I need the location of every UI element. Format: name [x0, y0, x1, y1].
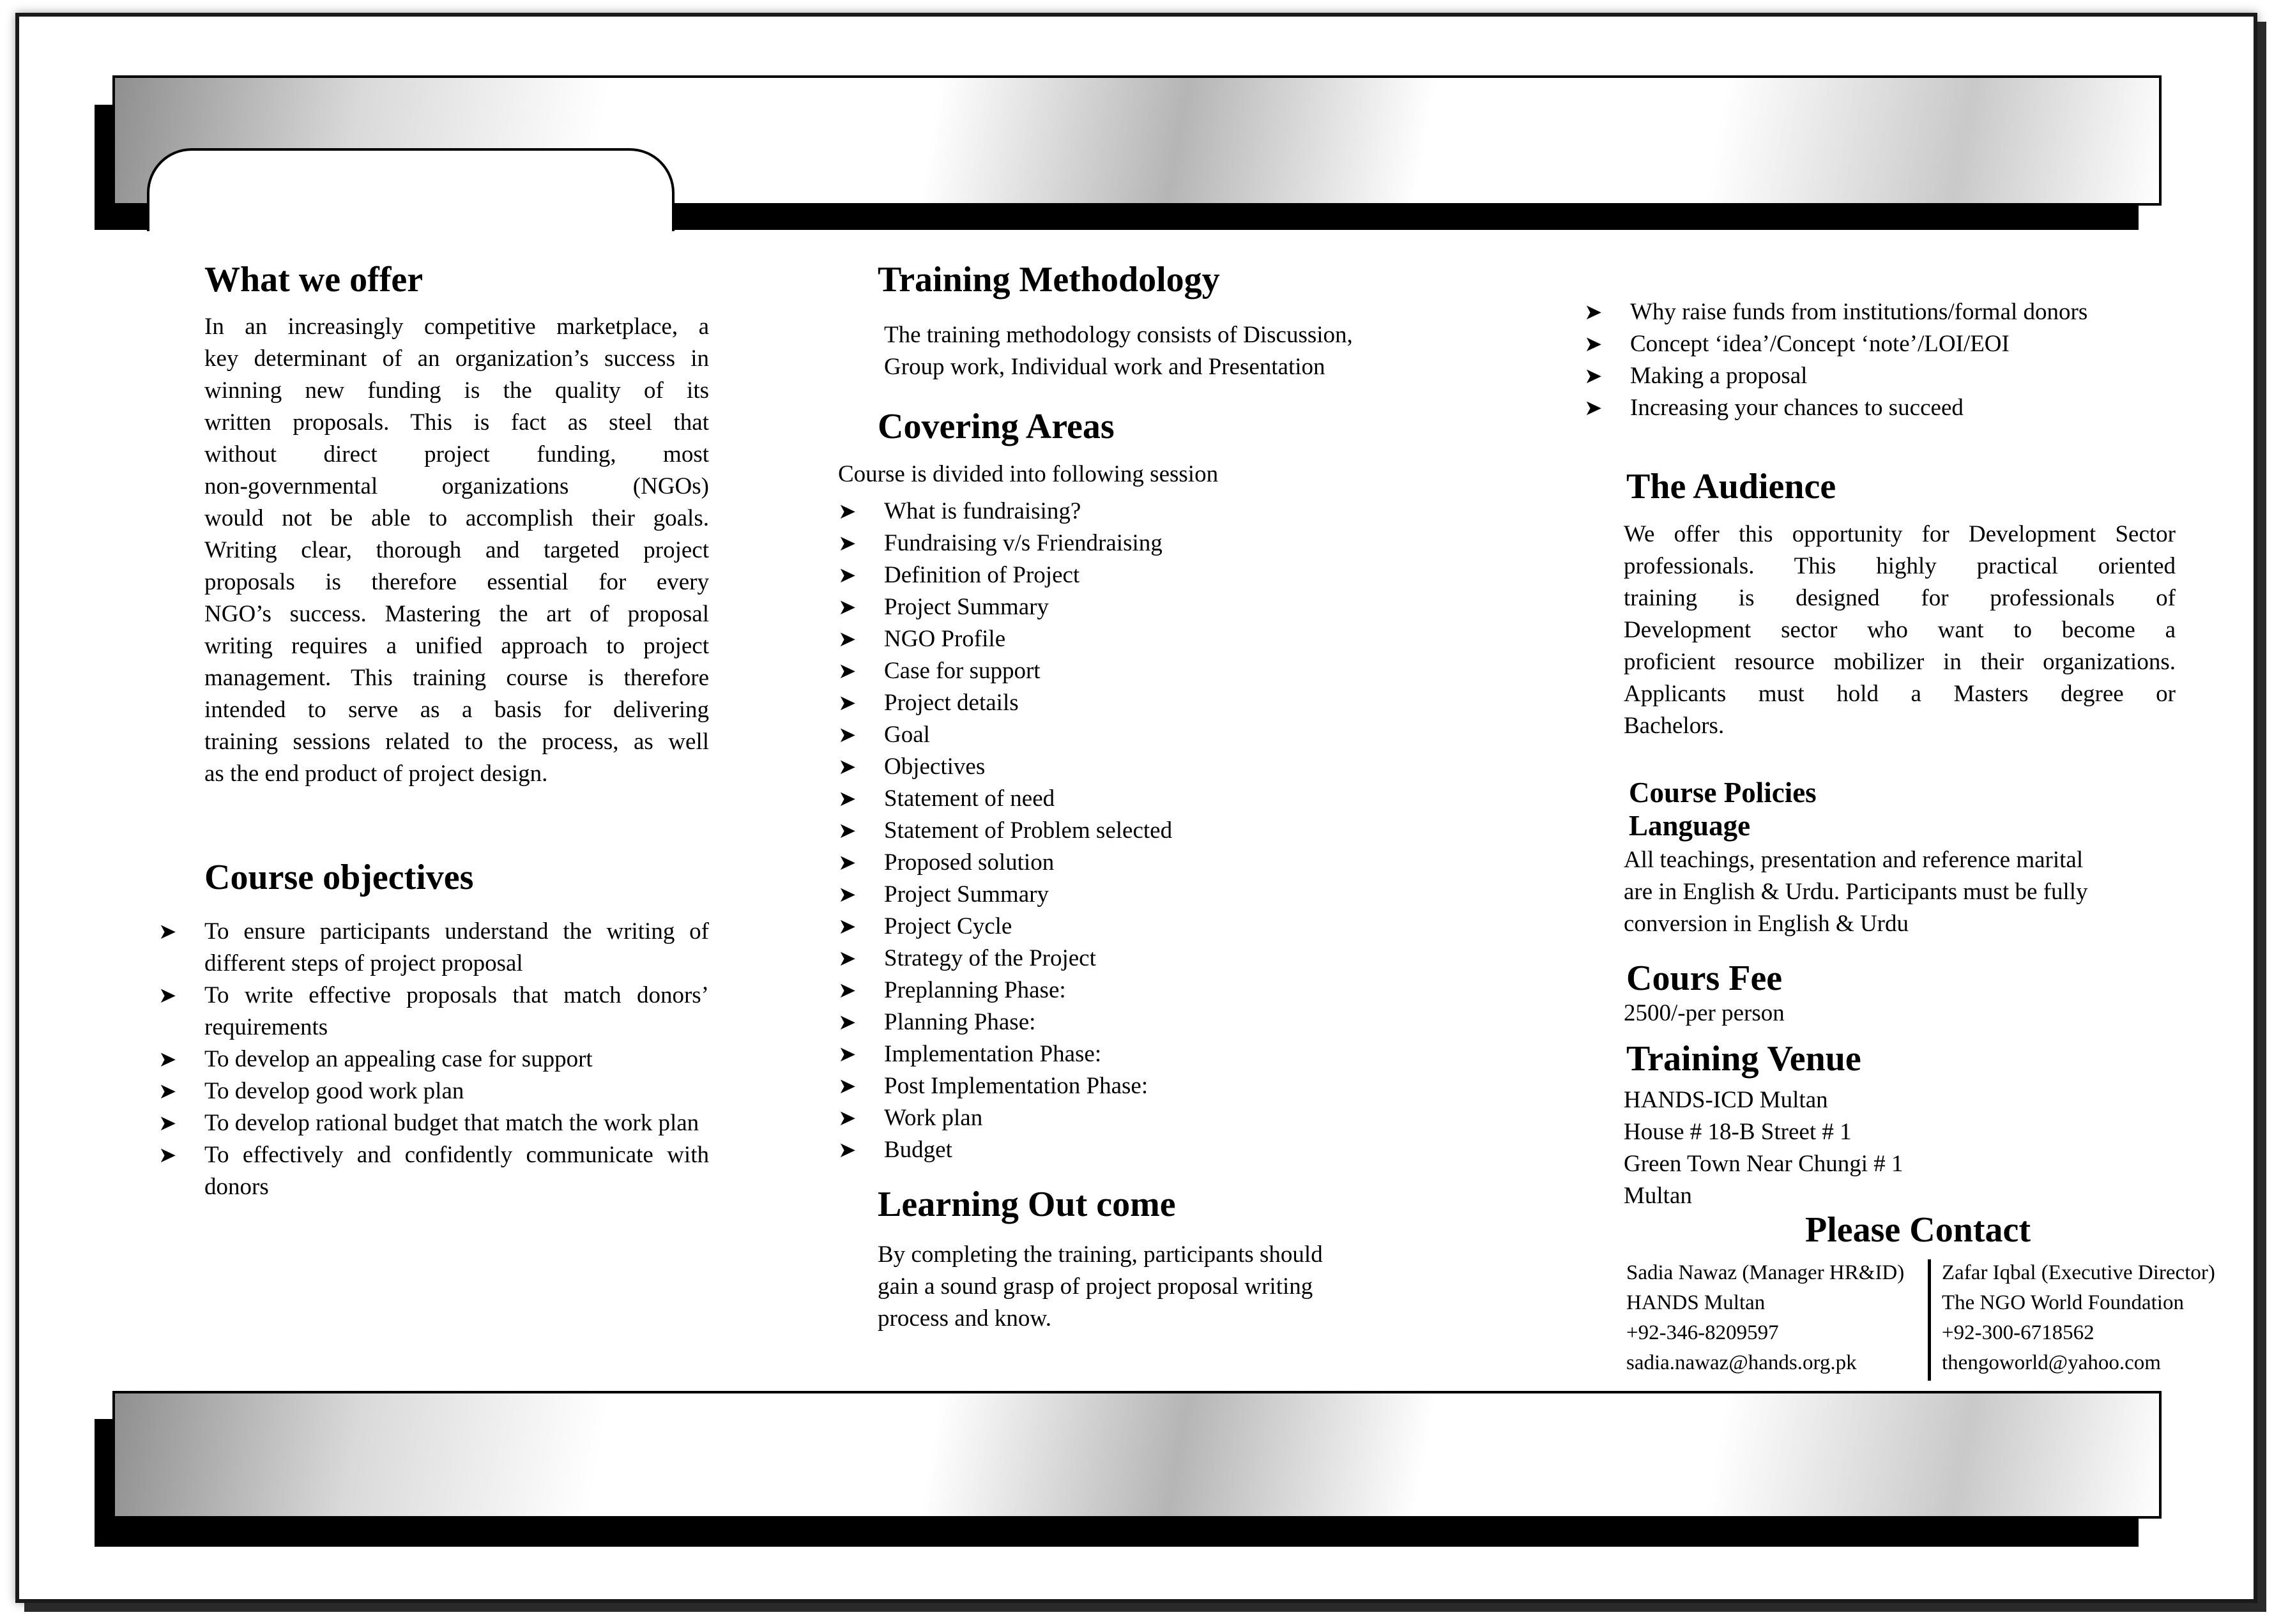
address-line: HANDS-ICD Multan — [1624, 1087, 1828, 1113]
paragraph-line: key determinant of an organization’s success in — [204, 345, 709, 372]
paragraph-line: would not be able to accomplish their goals. — [204, 505, 709, 531]
list-item — [158, 1139, 709, 1203]
paragraph-line: written proposals. This is fact as steel that — [204, 409, 709, 436]
contact-phone: +92-346-8209597 — [1626, 1321, 1779, 1344]
text-line: conversion in English & Urdu — [1624, 911, 1909, 937]
arrow-bullet-icon: ➤ — [838, 914, 857, 939]
course-fee-value: 2500/-per person — [1624, 1000, 1785, 1026]
list-item-text: Making a proposal — [1630, 363, 1808, 389]
list-item-text: Case for support — [884, 658, 1041, 684]
paragraph-line: In an increasingly competitive marketplace, a — [204, 314, 709, 340]
course-policies-heading: Course Policies — [1629, 777, 1817, 808]
paragraph-line: writing requires a unified approach to project — [204, 633, 709, 659]
please-contact-heading: Please Contact — [1805, 1210, 2031, 1250]
list-item — [838, 879, 1324, 911]
arrow-bullet-icon: ➤ — [158, 919, 177, 945]
list-item-text: Implementation Phase: — [884, 1041, 1102, 1067]
list-item — [838, 751, 1324, 783]
list-item — [158, 916, 709, 980]
paragraph-line: proficient resource mobilizer in their organizations. — [1624, 649, 2176, 675]
paragraph-line: without direct project funding, most — [204, 441, 709, 467]
arrow-bullet-icon: ➤ — [158, 983, 177, 1008]
arrow-bullet-icon: ➤ — [838, 1074, 857, 1099]
list-item-text: Work plan — [884, 1105, 983, 1131]
list-item — [838, 783, 1324, 815]
arrow-bullet-icon: ➤ — [838, 786, 857, 812]
list-item-text: To develop rational budget that match the work plan — [204, 1110, 699, 1136]
paragraph-line: training is designed for professionals of — [1624, 585, 2176, 611]
covering-areas-heading: Covering Areas — [878, 407, 1115, 446]
address-line: Green Town Near Chungi # 1 — [1624, 1151, 1903, 1177]
list-item — [838, 1134, 1324, 1166]
bottom-banner — [112, 1391, 2162, 1519]
arrow-bullet-icon: ➤ — [838, 754, 857, 780]
arrow-bullet-icon: ➤ — [838, 850, 857, 876]
arrow-bullet-icon: ➤ — [838, 658, 857, 684]
audience-heading: The Audience — [1626, 467, 1836, 506]
list-item — [838, 496, 1324, 527]
paragraph-line: non-governmental organizations (NGOs) — [204, 473, 709, 499]
arrow-bullet-icon: ➤ — [838, 690, 857, 716]
contact-organization: The NGO World Foundation — [1942, 1291, 2184, 1314]
contact-phone: +92-300-6718562 — [1942, 1321, 2094, 1344]
top-banner-tab — [147, 148, 675, 231]
paragraph-line: Applicants must hold a Masters degree or — [1624, 681, 2176, 707]
list-item — [838, 847, 1324, 879]
list-item-text: Planning Phase: — [884, 1009, 1036, 1035]
arrow-bullet-icon: ➤ — [1584, 331, 1603, 357]
list-item — [158, 1107, 709, 1139]
arrow-bullet-icon: ➤ — [838, 818, 857, 844]
training-methodology-heading: Training Methodology — [878, 260, 1220, 300]
list-item — [838, 687, 1324, 719]
paragraph-line: Writing clear, thorough and targeted project — [204, 537, 709, 563]
course-objectives-list — [158, 916, 709, 1203]
list-item-text: Budget — [884, 1137, 952, 1163]
list-item-text: To develop an appealing case for support — [204, 1046, 593, 1072]
list-item-text: Fundraising v/s Friendraising — [884, 530, 1163, 556]
list-item — [1584, 360, 2159, 392]
text-line: The training methodology consists of Discussion, — [884, 322, 1353, 348]
list-item-text: Strategy of the Project — [884, 945, 1096, 971]
paragraph-line: winning new funding is the quality of its — [204, 377, 709, 404]
list-item — [838, 975, 1324, 1006]
list-item-text: Project Summary — [884, 881, 1049, 907]
paragraph-line: Development sector who want to become a — [1624, 617, 2176, 643]
list-item-text: Project Cycle — [884, 913, 1012, 939]
arrow-bullet-icon: ➤ — [158, 1079, 177, 1104]
list-item-text: Why raise funds from institutions/formal donors — [1630, 299, 2088, 325]
contact-card-left — [1626, 1258, 1904, 1378]
contact-name: Zafar Iqbal (Executive Director) — [1942, 1261, 2215, 1284]
list-item — [1584, 296, 2159, 328]
list-item-text: Preplanning Phase: — [884, 977, 1066, 1003]
text-line: process and know. — [878, 1305, 1051, 1332]
arrow-bullet-icon: ➤ — [158, 1142, 177, 1168]
list-item-text: Concept ‘idea’/Concept ‘note’/LOI/EOI — [1630, 331, 2010, 357]
arrow-bullet-icon: ➤ — [158, 1111, 177, 1136]
course-fee-heading: Cours Fee — [1626, 959, 1783, 998]
list-item — [838, 1102, 1324, 1134]
arrow-bullet-icon: ➤ — [838, 722, 857, 748]
list-item — [158, 1075, 709, 1107]
list-item — [838, 1006, 1324, 1038]
list-item-text: Statement of Problem selected — [884, 817, 1173, 844]
address-line: Multan — [1624, 1183, 1692, 1209]
paragraph-line: proposals is therefore essential for every — [204, 569, 709, 595]
list-item-text: Proposed solution — [884, 849, 1055, 876]
arrow-bullet-icon: ➤ — [838, 595, 857, 620]
arrow-bullet-icon: ➤ — [1584, 395, 1603, 421]
paragraph-line: We offer this opportunity for Development Sector — [1624, 521, 2176, 547]
list-item — [1584, 392, 2159, 424]
paragraph-line: management. This training course is therefore — [204, 665, 709, 691]
covering-areas-intro: Course is divided into following session — [838, 461, 1219, 487]
arrow-bullet-icon: ➤ — [838, 499, 857, 524]
contact-name: Sadia Nawaz (Manager HR&ID) — [1626, 1261, 1905, 1284]
learning-outcome-text — [878, 1239, 1323, 1335]
text-line: are in English & Urdu. Participants must be fully — [1624, 879, 2088, 905]
list-item — [838, 655, 1324, 687]
arrow-bullet-icon: ➤ — [838, 1010, 857, 1035]
list-item-text: To write effective proposals that match donors’ requirements — [204, 982, 709, 1040]
fundraising-topics-list — [1584, 296, 2159, 424]
arrow-bullet-icon: ➤ — [1584, 300, 1603, 325]
list-item — [838, 623, 1324, 655]
contact-divider — [1928, 1259, 1931, 1381]
list-item-text: Project Summary — [884, 594, 1049, 620]
list-item-text: Increasing your chances to succeed — [1630, 395, 1964, 421]
paragraph-line: professionals. This highly practical oriented — [1624, 553, 2176, 579]
list-item — [838, 943, 1324, 975]
contact-card-right — [1942, 1258, 2215, 1378]
list-item-text: Statement of need — [884, 785, 1055, 812]
arrow-bullet-icon: ➤ — [838, 626, 857, 652]
training-venue-heading: Training Venue — [1626, 1039, 1861, 1079]
paragraph-line: as the end product of project design. — [204, 761, 548, 787]
paragraph-line: training sessions related to the process, as well — [204, 729, 709, 755]
list-item — [838, 527, 1324, 559]
list-item — [838, 911, 1324, 943]
list-item-text: NGO Profile — [884, 626, 1006, 652]
arrow-bullet-icon: ➤ — [158, 1047, 177, 1072]
training-methodology-text — [884, 319, 1353, 383]
text-line: By completing the training, participants should — [878, 1241, 1323, 1268]
text-line: gain a sound grasp of project proposal writing — [878, 1273, 1313, 1300]
arrow-bullet-icon: ➤ — [838, 1105, 857, 1131]
audience-paragraph — [1624, 519, 2176, 742]
list-item-text: What is fundraising? — [884, 498, 1081, 524]
arrow-bullet-icon: ➤ — [838, 1042, 857, 1067]
learning-outcome-heading: Learning Out come — [878, 1185, 1176, 1224]
list-item — [158, 980, 709, 1043]
training-venue-address — [1624, 1084, 1903, 1212]
course-objectives-heading: Course objectives — [204, 858, 474, 897]
contact-email[interactable]: sadia.nawaz@hands.org.pk — [1626, 1351, 1857, 1374]
arrow-bullet-icon: ➤ — [838, 978, 857, 1003]
paragraph-line: intended to serve as a basis for delivering — [204, 697, 709, 723]
list-item — [838, 591, 1324, 623]
list-item-text: Goal — [884, 722, 930, 748]
language-heading: Language — [1629, 810, 1751, 842]
list-item-text: Project details — [884, 690, 1019, 716]
list-item-text: Post Implementation Phase: — [884, 1073, 1148, 1099]
arrow-bullet-icon: ➤ — [838, 563, 857, 588]
list-item — [838, 559, 1324, 591]
list-item-text: Objectives — [884, 754, 986, 780]
text-line: Group work, Individual work and Presentation — [884, 354, 1325, 380]
list-item-text: To ensure participants understand the writing of different steps of project proposal — [204, 918, 709, 976]
what-we-offer-paragraph — [204, 311, 709, 790]
paragraph-line: NGO’s success. Mastering the art of proposal — [204, 601, 709, 627]
address-line: House # 18-B Street # 1 — [1624, 1119, 1852, 1145]
list-item — [838, 815, 1324, 847]
list-item — [838, 719, 1324, 751]
arrow-bullet-icon: ➤ — [1584, 363, 1603, 389]
contact-organization: HANDS Multan — [1626, 1291, 1766, 1314]
arrow-bullet-icon: ➤ — [838, 946, 857, 971]
arrow-bullet-icon: ➤ — [838, 1137, 857, 1163]
list-item-text: Definition of Project — [884, 562, 1080, 588]
what-we-offer-heading: What we offer — [204, 260, 423, 300]
arrow-bullet-icon: ➤ — [838, 531, 857, 556]
language-text — [1624, 844, 2088, 940]
contact-email[interactable]: thengoworld@yahoo.com — [1942, 1351, 2161, 1374]
paragraph-line: Bachelors. — [1624, 713, 1725, 739]
list-item-text: To develop good work plan — [204, 1078, 464, 1104]
list-item-text: To effectively and confidently communicate with donors — [204, 1142, 709, 1200]
list-item — [158, 1043, 709, 1075]
list-item — [838, 1070, 1324, 1102]
text-line: All teachings, presentation and reference marital — [1624, 847, 2084, 873]
list-item — [838, 1038, 1324, 1070]
list-item — [1584, 328, 2159, 360]
covering-areas-list — [838, 496, 1324, 1166]
arrow-bullet-icon: ➤ — [838, 882, 857, 907]
